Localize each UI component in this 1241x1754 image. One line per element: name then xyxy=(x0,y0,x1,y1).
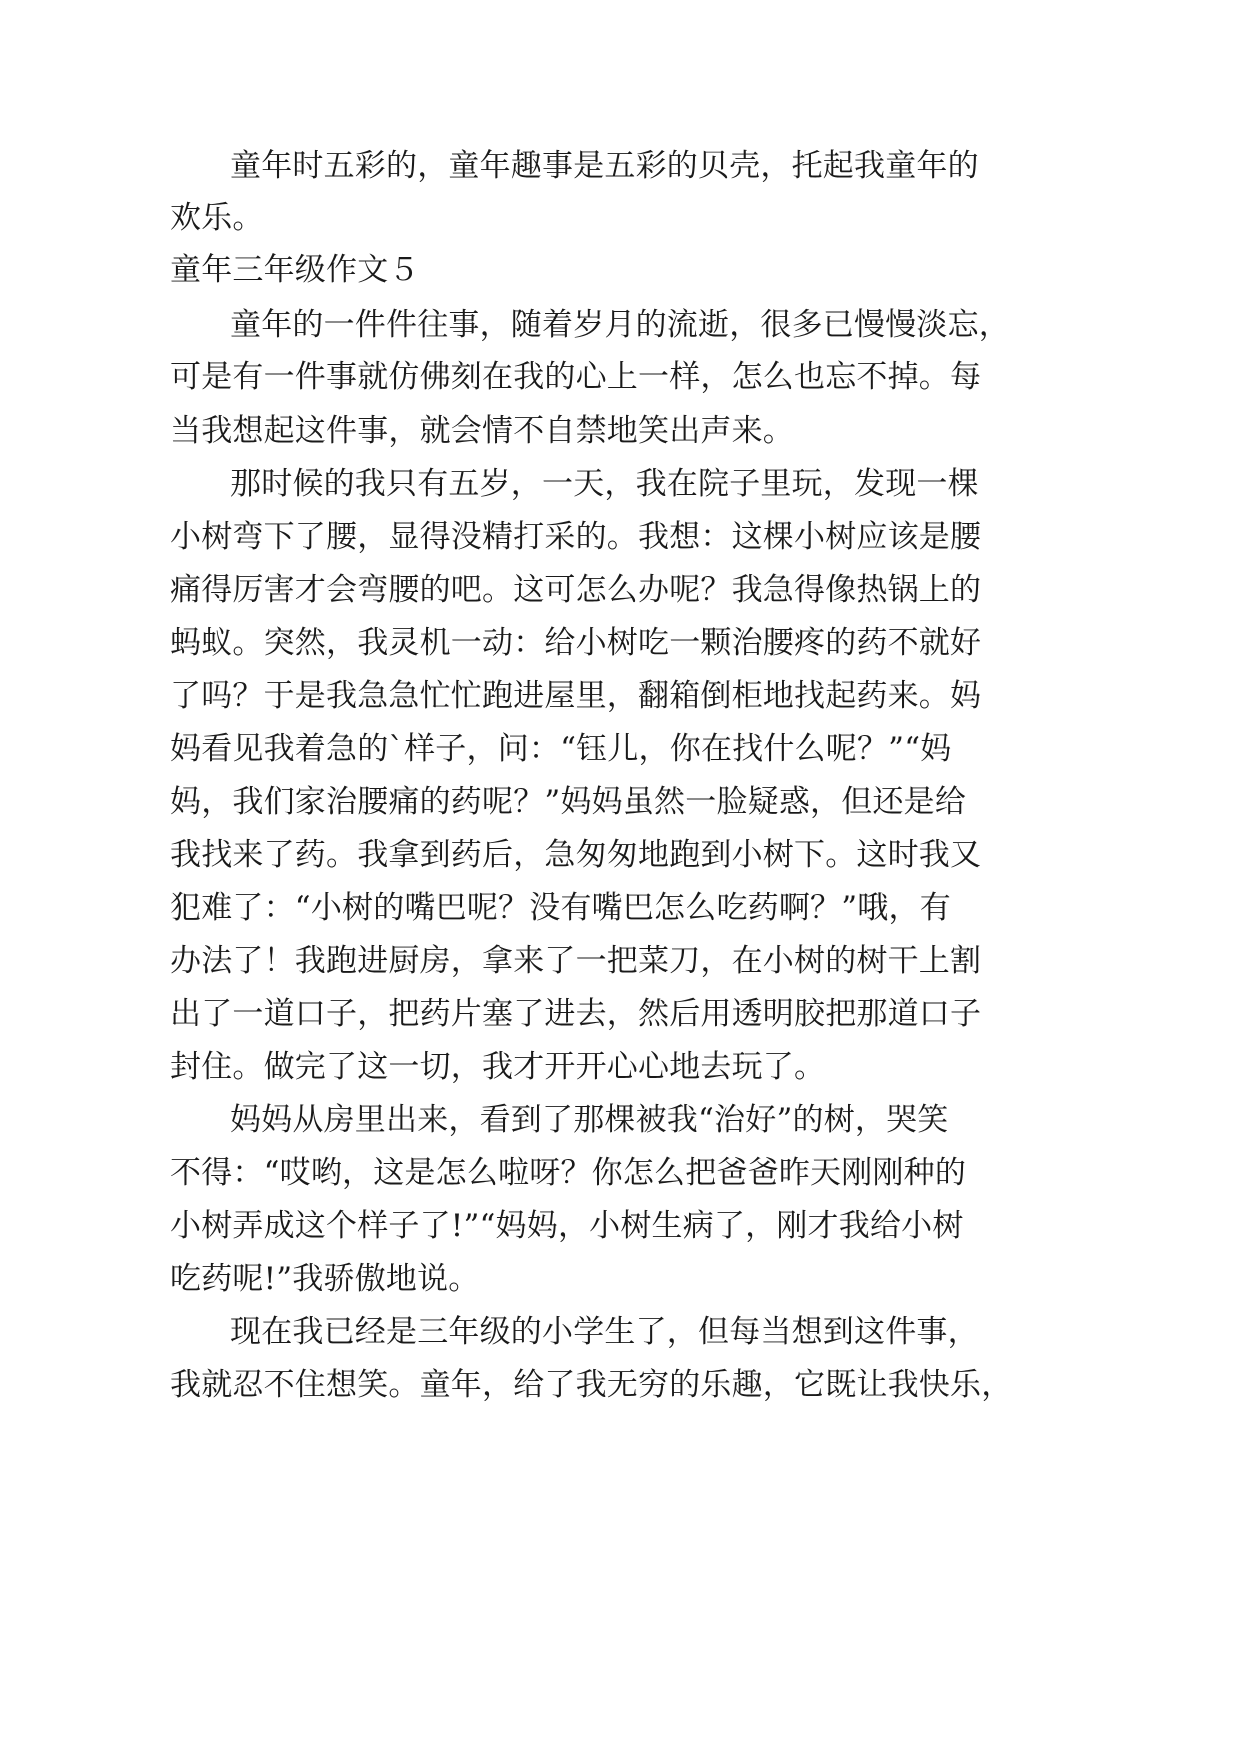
line-text: 现在我已经是三年级的小学生了，但每当想到这件事， xyxy=(230,1314,979,1350)
line-text: 可是有一件事就仿佛刻在我的心上一样，怎么也忘不掉。每 xyxy=(170,359,982,395)
text-line xyxy=(0,931,1241,991)
text-line xyxy=(0,1302,1241,1362)
line-text: 当我想起这件事，就会情不自禁地笑出声来。 xyxy=(170,413,794,449)
text-line xyxy=(0,560,1241,620)
text-line xyxy=(0,507,1241,567)
text-line xyxy=(0,188,1241,248)
line-text: 小树弄成这个样子了!”“妈妈，小树生病了，刚才我给小树 xyxy=(170,1208,964,1244)
text-line xyxy=(0,1196,1241,1256)
line-text: 妈妈从房里出来，看到了那棵被我“治好”的树，哭笑 xyxy=(230,1102,949,1138)
text-line xyxy=(0,454,1241,514)
text-line xyxy=(0,772,1241,832)
line-text: 那时候的我只有五岁，一天，我在院子里玩，发现一棵 xyxy=(230,466,979,502)
text-line xyxy=(0,984,1241,1044)
line-text: 封住。做完了这一切，我才开开心心地去玩了。 xyxy=(170,1049,826,1085)
heading-text: 童年三年级作文５ xyxy=(170,252,420,288)
line-text: 不得：“哎哟，这是怎么啦呀？你怎么把爸爸昨天刚刚种的 xyxy=(170,1155,967,1191)
text-line xyxy=(0,666,1241,726)
line-text: 办法了！我跑进厨房，拿来了一把菜刀，在小树的树干上割 xyxy=(170,943,982,979)
line-text: 妈，我们家治腰痛的药呢？”妈妈虽然一脸疑惑，但还是给 xyxy=(170,784,967,820)
line-text: 蚂蚁。突然，我灵机一动：给小树吃一颗治腰疼的药不就好 xyxy=(170,625,982,661)
text-line xyxy=(0,295,1241,355)
line-text: 小树弯下了腰，显得没精打采的。我想：这棵小树应该是腰 xyxy=(170,519,982,555)
line-text: 妈看见我着急的`样子，问：“钰儿，你在找什么呢？”“妈 xyxy=(170,731,952,767)
line-text: 痛得厉害才会弯腰的吧。这可怎么办呢？我急得像热锅上的 xyxy=(170,572,982,608)
line-text: 我就忍不住想笑。童年，给了我无穷的乐趣，它既让我快乐， xyxy=(170,1367,1013,1403)
text-line xyxy=(0,825,1241,885)
line-text: 我找来了药。我拿到药后，急匆匆地跑到小树下。这时我又 xyxy=(170,837,982,873)
line-text: 出了一道口子，把药片塞了进去，然后用透明胶把那道口子 xyxy=(170,996,982,1032)
text-line xyxy=(0,401,1241,461)
text-line xyxy=(0,1037,1241,1097)
text-line xyxy=(0,1090,1241,1150)
text-line xyxy=(0,1249,1241,1309)
text-line xyxy=(0,613,1241,673)
line-text: 了吗？于是我急急忙忙跑进屋里，翻箱倒柜地找起药来。妈 xyxy=(170,678,982,714)
line-text: 童年时五彩的，童年趣事是五彩的贝壳，托起我童年的 xyxy=(230,148,979,184)
text-line xyxy=(0,1143,1241,1203)
line-text: 犯难了：“小树的嘴巴呢？没有嘴巴怎么吃药啊？”哦，有 xyxy=(170,890,951,926)
text-line xyxy=(0,719,1241,779)
line-text: 欢乐。 xyxy=(170,200,264,236)
text-line xyxy=(0,878,1241,938)
text-line xyxy=(0,1355,1241,1415)
section-heading xyxy=(0,240,1241,300)
line-text: 童年的一件件往事，随着岁月的流逝，很多已慢慢淡忘， xyxy=(230,307,1010,343)
text-line xyxy=(0,136,1241,196)
text-line xyxy=(0,347,1241,407)
line-text: 吃药呢!”我骄傲地说。 xyxy=(170,1261,480,1297)
